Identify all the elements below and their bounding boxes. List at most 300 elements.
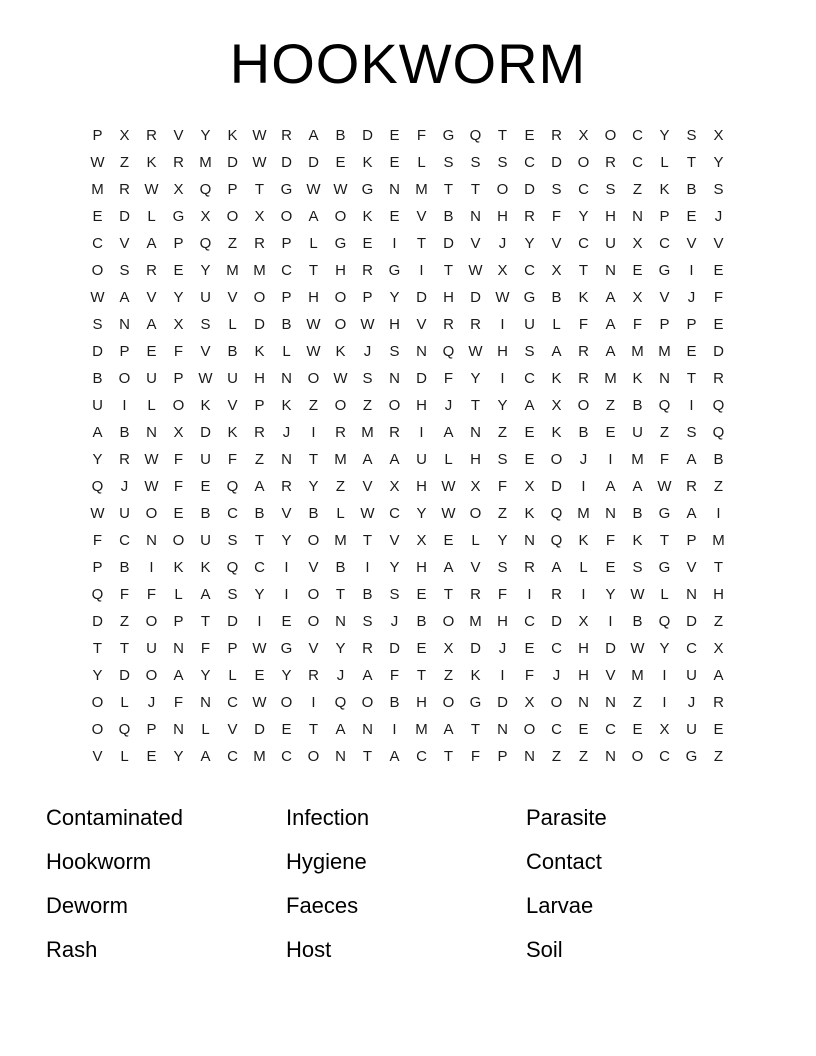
- letter-cell[interactable]: H: [416, 559, 427, 577]
- letter-cell[interactable]: Q: [226, 559, 239, 577]
- letter-cell[interactable]: C: [119, 532, 130, 550]
- letter-cell[interactable]: B: [416, 613, 427, 631]
- letter-cell[interactable]: N: [146, 532, 157, 550]
- letter-cell[interactable]: D: [92, 343, 103, 361]
- letter-cell[interactable]: H: [470, 451, 481, 469]
- letter-cell[interactable]: M: [577, 505, 590, 523]
- letter-cell[interactable]: I: [284, 559, 289, 577]
- letter-cell[interactable]: K: [578, 532, 589, 550]
- letter-cell[interactable]: A: [551, 343, 562, 361]
- letter-cell[interactable]: F: [470, 748, 481, 766]
- letter-cell[interactable]: W: [360, 505, 375, 523]
- letter-cell[interactable]: X: [713, 127, 724, 145]
- letter-cell[interactable]: M: [658, 343, 671, 361]
- letter-cell[interactable]: R: [470, 316, 481, 334]
- letter-cell[interactable]: N: [497, 721, 508, 739]
- letter-cell[interactable]: O: [442, 613, 455, 631]
- letter-cell[interactable]: A: [335, 721, 346, 739]
- letter-cell[interactable]: X: [254, 208, 265, 226]
- letter-cell[interactable]: N: [470, 208, 481, 226]
- letter-cell[interactable]: W: [252, 154, 267, 172]
- letter-cell[interactable]: T: [713, 559, 724, 577]
- letter-cell[interactable]: G: [685, 748, 698, 766]
- letter-cell[interactable]: I: [662, 694, 667, 712]
- letter-cell[interactable]: C: [92, 235, 103, 253]
- letter-cell[interactable]: X: [551, 262, 562, 280]
- letter-cell[interactable]: F: [497, 478, 508, 496]
- letter-cell[interactable]: T: [416, 235, 427, 253]
- letter-cell[interactable]: Z: [605, 397, 616, 415]
- letter-cell[interactable]: V: [686, 559, 697, 577]
- letter-cell[interactable]: Z: [632, 694, 643, 712]
- letter-cell[interactable]: P: [659, 208, 670, 226]
- letter-cell[interactable]: K: [551, 370, 562, 388]
- letter-cell[interactable]: W: [306, 181, 321, 199]
- letter-cell[interactable]: T: [254, 181, 265, 199]
- letter-cell[interactable]: O: [172, 397, 185, 415]
- letter-cell[interactable]: W: [360, 316, 375, 334]
- letter-cell[interactable]: W: [495, 289, 510, 307]
- letter-cell[interactable]: E: [416, 586, 427, 604]
- letter-cell[interactable]: A: [308, 127, 319, 145]
- letter-cell[interactable]: W: [306, 316, 321, 334]
- letter-cell[interactable]: Q: [658, 397, 671, 415]
- letter-cell[interactable]: Y: [605, 586, 616, 604]
- letter-cell[interactable]: F: [173, 694, 184, 712]
- letter-cell[interactable]: W: [144, 181, 159, 199]
- letter-cell[interactable]: O: [469, 505, 482, 523]
- letter-cell[interactable]: C: [551, 640, 562, 658]
- letter-cell[interactable]: N: [605, 262, 616, 280]
- letter-cell[interactable]: U: [119, 505, 130, 523]
- letter-cell[interactable]: A: [443, 559, 454, 577]
- letter-cell[interactable]: N: [605, 748, 616, 766]
- letter-cell[interactable]: S: [200, 316, 211, 334]
- letter-cell[interactable]: Z: [497, 505, 508, 523]
- letter-cell[interactable]: O: [604, 127, 617, 145]
- letter-cell[interactable]: H: [254, 370, 265, 388]
- letter-cell[interactable]: V: [200, 343, 211, 361]
- letter-cell[interactable]: A: [605, 289, 616, 307]
- letter-cell[interactable]: K: [227, 424, 238, 442]
- letter-cell[interactable]: L: [417, 154, 426, 172]
- letter-cell[interactable]: J: [147, 694, 156, 712]
- letter-cell[interactable]: I: [392, 721, 397, 739]
- letter-cell[interactable]: Y: [389, 559, 400, 577]
- letter-cell[interactable]: V: [416, 208, 427, 226]
- letter-cell[interactable]: B: [632, 505, 643, 523]
- letter-cell[interactable]: J: [579, 451, 588, 469]
- letter-cell[interactable]: P: [227, 181, 238, 199]
- letter-cell[interactable]: M: [604, 370, 617, 388]
- letter-cell[interactable]: A: [443, 424, 454, 442]
- letter-cell[interactable]: K: [551, 424, 562, 442]
- letter-cell[interactable]: O: [442, 694, 455, 712]
- letter-cell[interactable]: Y: [254, 586, 265, 604]
- letter-cell[interactable]: B: [551, 289, 562, 307]
- letter-cell[interactable]: R: [308, 667, 319, 685]
- letter-cell[interactable]: M: [415, 721, 428, 739]
- letter-cell[interactable]: I: [257, 613, 262, 631]
- letter-cell[interactable]: M: [334, 532, 347, 550]
- letter-cell[interactable]: Q: [712, 424, 725, 442]
- letter-cell[interactable]: I: [122, 397, 127, 415]
- letter-cell[interactable]: T: [362, 532, 373, 550]
- letter-cell[interactable]: S: [362, 613, 373, 631]
- letter-cell[interactable]: M: [253, 748, 266, 766]
- letter-cell[interactable]: S: [713, 181, 724, 199]
- letter-cell[interactable]: V: [281, 505, 292, 523]
- letter-cell[interactable]: R: [389, 424, 400, 442]
- letter-cell[interactable]: J: [363, 343, 372, 361]
- letter-cell[interactable]: L: [336, 505, 345, 523]
- letter-cell[interactable]: U: [200, 451, 211, 469]
- letter-cell[interactable]: I: [581, 478, 586, 496]
- letter-cell[interactable]: X: [173, 424, 184, 442]
- letter-cell[interactable]: G: [658, 262, 671, 280]
- letter-cell[interactable]: H: [416, 397, 427, 415]
- letter-cell[interactable]: A: [605, 343, 616, 361]
- letter-cell[interactable]: K: [524, 505, 535, 523]
- letter-cell[interactable]: Y: [92, 451, 103, 469]
- letter-cell[interactable]: E: [443, 532, 454, 550]
- letter-cell[interactable]: K: [146, 154, 157, 172]
- letter-cell[interactable]: E: [92, 208, 103, 226]
- letter-cell[interactable]: B: [686, 181, 697, 199]
- letter-cell[interactable]: X: [497, 262, 508, 280]
- letter-cell[interactable]: G: [469, 694, 482, 712]
- letter-cell[interactable]: N: [173, 721, 184, 739]
- letter-cell[interactable]: V: [308, 559, 319, 577]
- letter-cell[interactable]: N: [281, 370, 292, 388]
- letter-cell[interactable]: C: [524, 613, 535, 631]
- letter-cell[interactable]: O: [172, 532, 185, 550]
- letter-cell[interactable]: V: [119, 235, 130, 253]
- letter-cell[interactable]: F: [659, 451, 670, 469]
- letter-cell[interactable]: E: [686, 343, 697, 361]
- letter-cell[interactable]: Z: [227, 235, 238, 253]
- letter-cell[interactable]: T: [335, 586, 346, 604]
- letter-cell[interactable]: T: [659, 532, 670, 550]
- letter-cell[interactable]: Y: [497, 397, 508, 415]
- letter-cell[interactable]: C: [416, 748, 427, 766]
- letter-cell[interactable]: D: [470, 289, 481, 307]
- letter-cell[interactable]: U: [146, 640, 157, 658]
- letter-cell[interactable]: D: [497, 694, 508, 712]
- letter-cell[interactable]: M: [361, 424, 374, 442]
- letter-cell[interactable]: L: [174, 586, 183, 604]
- letter-cell[interactable]: U: [524, 316, 535, 334]
- letter-cell[interactable]: S: [686, 127, 697, 145]
- letter-cell[interactable]: W: [657, 478, 672, 496]
- letter-cell[interactable]: Q: [442, 343, 455, 361]
- letter-cell[interactable]: C: [605, 721, 616, 739]
- letter-cell[interactable]: V: [470, 559, 481, 577]
- letter-cell[interactable]: O: [91, 721, 104, 739]
- word-list-item[interactable]: Host: [286, 937, 332, 963]
- letter-cell[interactable]: V: [389, 532, 400, 550]
- letter-cell[interactable]: D: [254, 721, 265, 739]
- letter-cell[interactable]: V: [227, 397, 238, 415]
- letter-cell[interactable]: K: [362, 208, 373, 226]
- letter-cell[interactable]: B: [632, 613, 643, 631]
- letter-cell[interactable]: K: [173, 559, 184, 577]
- letter-cell[interactable]: Z: [119, 154, 130, 172]
- letter-cell[interactable]: O: [145, 667, 158, 685]
- letter-cell[interactable]: V: [173, 127, 184, 145]
- letter-cell[interactable]: N: [335, 613, 346, 631]
- letter-cell[interactable]: R: [362, 640, 373, 658]
- letter-cell[interactable]: D: [200, 424, 211, 442]
- letter-cell[interactable]: X: [659, 721, 670, 739]
- letter-cell[interactable]: C: [524, 262, 535, 280]
- letter-cell[interactable]: F: [713, 289, 724, 307]
- letter-cell[interactable]: W: [630, 640, 645, 658]
- letter-cell[interactable]: O: [307, 532, 320, 550]
- letter-cell[interactable]: M: [226, 262, 239, 280]
- letter-cell[interactable]: A: [389, 451, 400, 469]
- letter-cell[interactable]: B: [119, 559, 130, 577]
- letter-cell[interactable]: O: [577, 397, 590, 415]
- letter-cell[interactable]: F: [173, 343, 184, 361]
- letter-cell[interactable]: D: [119, 208, 130, 226]
- letter-cell[interactable]: G: [523, 289, 536, 307]
- letter-cell[interactable]: C: [227, 748, 238, 766]
- letter-cell[interactable]: I: [500, 316, 505, 334]
- letter-cell[interactable]: U: [416, 451, 427, 469]
- letter-cell[interactable]: H: [497, 343, 508, 361]
- letter-cell[interactable]: S: [497, 559, 508, 577]
- letter-cell[interactable]: X: [119, 127, 130, 145]
- letter-cell[interactable]: B: [227, 343, 238, 361]
- letter-cell[interactable]: K: [254, 343, 265, 361]
- letter-cell[interactable]: O: [334, 208, 347, 226]
- letter-cell[interactable]: Y: [173, 748, 184, 766]
- letter-cell[interactable]: X: [632, 235, 643, 253]
- letter-cell[interactable]: A: [173, 667, 184, 685]
- letter-cell[interactable]: X: [200, 208, 211, 226]
- letter-cell[interactable]: I: [365, 559, 370, 577]
- letter-cell[interactable]: R: [605, 154, 616, 172]
- letter-cell[interactable]: L: [552, 316, 561, 334]
- letter-cell[interactable]: F: [605, 532, 616, 550]
- letter-cell[interactable]: S: [470, 154, 481, 172]
- letter-cell[interactable]: F: [200, 640, 211, 658]
- letter-cell[interactable]: P: [254, 397, 265, 415]
- letter-cell[interactable]: X: [173, 316, 184, 334]
- letter-cell[interactable]: C: [524, 370, 535, 388]
- letter-cell[interactable]: Q: [199, 235, 212, 253]
- letter-cell[interactable]: S: [92, 316, 103, 334]
- letter-cell[interactable]: I: [311, 424, 316, 442]
- letter-cell[interactable]: W: [306, 343, 321, 361]
- letter-cell[interactable]: V: [686, 235, 697, 253]
- letter-cell[interactable]: V: [416, 316, 427, 334]
- letter-cell[interactable]: R: [524, 208, 535, 226]
- letter-cell[interactable]: A: [443, 721, 454, 739]
- letter-cell[interactable]: B: [254, 505, 265, 523]
- letter-cell[interactable]: K: [227, 127, 238, 145]
- letter-cell[interactable]: K: [659, 181, 670, 199]
- letter-cell[interactable]: E: [713, 721, 724, 739]
- letter-cell[interactable]: P: [173, 235, 184, 253]
- letter-cell[interactable]: U: [92, 397, 103, 415]
- letter-cell[interactable]: D: [416, 370, 427, 388]
- letter-cell[interactable]: O: [550, 694, 563, 712]
- letter-cell[interactable]: T: [308, 262, 319, 280]
- letter-cell[interactable]: D: [551, 613, 562, 631]
- letter-cell[interactable]: V: [470, 235, 481, 253]
- letter-cell[interactable]: Q: [658, 613, 671, 631]
- letter-cell[interactable]: K: [200, 397, 211, 415]
- letter-cell[interactable]: T: [497, 127, 508, 145]
- letter-cell[interactable]: P: [686, 316, 697, 334]
- letter-cell[interactable]: X: [173, 181, 184, 199]
- letter-cell[interactable]: Y: [335, 640, 346, 658]
- letter-cell[interactable]: K: [281, 397, 292, 415]
- letter-cell[interactable]: G: [388, 262, 401, 280]
- letter-cell[interactable]: G: [172, 208, 185, 226]
- letter-cell[interactable]: M: [253, 262, 266, 280]
- letter-cell[interactable]: M: [631, 451, 644, 469]
- letter-cell[interactable]: G: [361, 181, 374, 199]
- letter-cell[interactable]: E: [281, 613, 292, 631]
- letter-cell[interactable]: O: [334, 397, 347, 415]
- letter-cell[interactable]: F: [173, 478, 184, 496]
- letter-cell[interactable]: G: [334, 235, 347, 253]
- letter-cell[interactable]: V: [362, 478, 373, 496]
- letter-cell[interactable]: T: [254, 532, 265, 550]
- letter-cell[interactable]: J: [390, 613, 399, 631]
- letter-cell[interactable]: R: [281, 127, 292, 145]
- letter-cell[interactable]: E: [713, 262, 724, 280]
- letter-cell[interactable]: U: [227, 370, 238, 388]
- letter-cell[interactable]: Y: [281, 667, 292, 685]
- letter-cell[interactable]: W: [90, 289, 105, 307]
- letter-cell[interactable]: B: [578, 424, 589, 442]
- letter-cell[interactable]: T: [470, 181, 481, 199]
- letter-cell[interactable]: O: [388, 397, 401, 415]
- letter-cell[interactable]: D: [119, 667, 130, 685]
- letter-cell[interactable]: S: [524, 343, 535, 361]
- letter-cell[interactable]: R: [713, 694, 724, 712]
- letter-cell[interactable]: D: [551, 154, 562, 172]
- letter-cell[interactable]: L: [660, 586, 669, 604]
- letter-cell[interactable]: I: [608, 613, 613, 631]
- letter-cell[interactable]: H: [335, 262, 346, 280]
- letter-cell[interactable]: I: [149, 559, 154, 577]
- letter-cell[interactable]: W: [198, 370, 213, 388]
- letter-cell[interactable]: D: [92, 613, 103, 631]
- letter-cell[interactable]: C: [281, 262, 292, 280]
- letter-cell[interactable]: T: [119, 640, 130, 658]
- letter-cell[interactable]: K: [335, 343, 346, 361]
- letter-cell[interactable]: P: [281, 235, 292, 253]
- letter-cell[interactable]: F: [416, 127, 427, 145]
- letter-cell[interactable]: Y: [281, 532, 292, 550]
- letter-cell[interactable]: P: [497, 748, 508, 766]
- letter-cell[interactable]: V: [146, 289, 157, 307]
- letter-cell[interactable]: W: [252, 640, 267, 658]
- letter-cell[interactable]: E: [605, 559, 616, 577]
- letter-cell[interactable]: A: [605, 478, 616, 496]
- letter-cell[interactable]: E: [524, 127, 535, 145]
- letter-cell[interactable]: Q: [334, 694, 347, 712]
- letter-cell[interactable]: A: [200, 748, 211, 766]
- letter-cell[interactable]: G: [280, 181, 293, 199]
- letter-cell[interactable]: H: [443, 289, 454, 307]
- letter-cell[interactable]: R: [443, 316, 454, 334]
- letter-cell[interactable]: A: [308, 208, 319, 226]
- letter-cell[interactable]: D: [281, 154, 292, 172]
- letter-cell[interactable]: C: [524, 154, 535, 172]
- letter-cell[interactable]: A: [524, 397, 535, 415]
- letter-cell[interactable]: E: [173, 505, 184, 523]
- letter-cell[interactable]: A: [254, 478, 265, 496]
- letter-cell[interactable]: D: [605, 640, 616, 658]
- letter-cell[interactable]: X: [551, 397, 562, 415]
- letter-cell[interactable]: C: [632, 127, 643, 145]
- letter-cell[interactable]: L: [120, 748, 129, 766]
- letter-cell[interactable]: K: [362, 154, 373, 172]
- letter-cell[interactable]: L: [282, 343, 291, 361]
- letter-cell[interactable]: O: [307, 748, 320, 766]
- letter-cell[interactable]: I: [608, 451, 613, 469]
- letter-cell[interactable]: X: [713, 640, 724, 658]
- letter-cell[interactable]: G: [442, 127, 455, 145]
- letter-cell[interactable]: X: [524, 478, 535, 496]
- word-list-item[interactable]: Infection: [286, 805, 370, 831]
- letter-cell[interactable]: L: [147, 397, 156, 415]
- letter-cell[interactable]: N: [686, 586, 697, 604]
- letter-cell[interactable]: W: [144, 478, 159, 496]
- letter-cell[interactable]: R: [254, 235, 265, 253]
- letter-cell[interactable]: S: [443, 154, 454, 172]
- word-list-item[interactable]: Contaminated: [46, 805, 183, 831]
- letter-cell[interactable]: W: [333, 370, 348, 388]
- letter-cell[interactable]: S: [389, 343, 400, 361]
- letter-cell[interactable]: O: [523, 721, 536, 739]
- letter-cell[interactable]: A: [200, 586, 211, 604]
- letter-cell[interactable]: T: [92, 640, 103, 658]
- letter-cell[interactable]: S: [632, 559, 643, 577]
- letter-cell[interactable]: J: [498, 235, 507, 253]
- letter-cell[interactable]: O: [91, 262, 104, 280]
- letter-cell[interactable]: B: [389, 694, 400, 712]
- letter-cell[interactable]: N: [659, 370, 670, 388]
- letter-cell[interactable]: R: [119, 181, 130, 199]
- letter-cell[interactable]: M: [631, 343, 644, 361]
- letter-cell[interactable]: W: [252, 127, 267, 145]
- letter-cell[interactable]: Y: [497, 532, 508, 550]
- letter-cell[interactable]: R: [254, 424, 265, 442]
- letter-cell[interactable]: X: [578, 127, 589, 145]
- letter-cell[interactable]: N: [362, 721, 373, 739]
- letter-cell[interactable]: M: [199, 154, 212, 172]
- letter-cell[interactable]: Y: [713, 154, 724, 172]
- letter-cell[interactable]: V: [713, 235, 724, 253]
- letter-cell[interactable]: B: [308, 505, 319, 523]
- word-list-item[interactable]: Hygiene: [286, 849, 367, 875]
- letter-cell[interactable]: W: [333, 181, 348, 199]
- word-list-item[interactable]: Soil: [526, 937, 563, 963]
- letter-cell[interactable]: Y: [200, 262, 211, 280]
- letter-cell[interactable]: N: [578, 694, 589, 712]
- letter-cell[interactable]: H: [416, 694, 427, 712]
- letter-cell[interactable]: G: [658, 505, 671, 523]
- letter-cell[interactable]: M: [631, 667, 644, 685]
- letter-cell[interactable]: N: [173, 640, 184, 658]
